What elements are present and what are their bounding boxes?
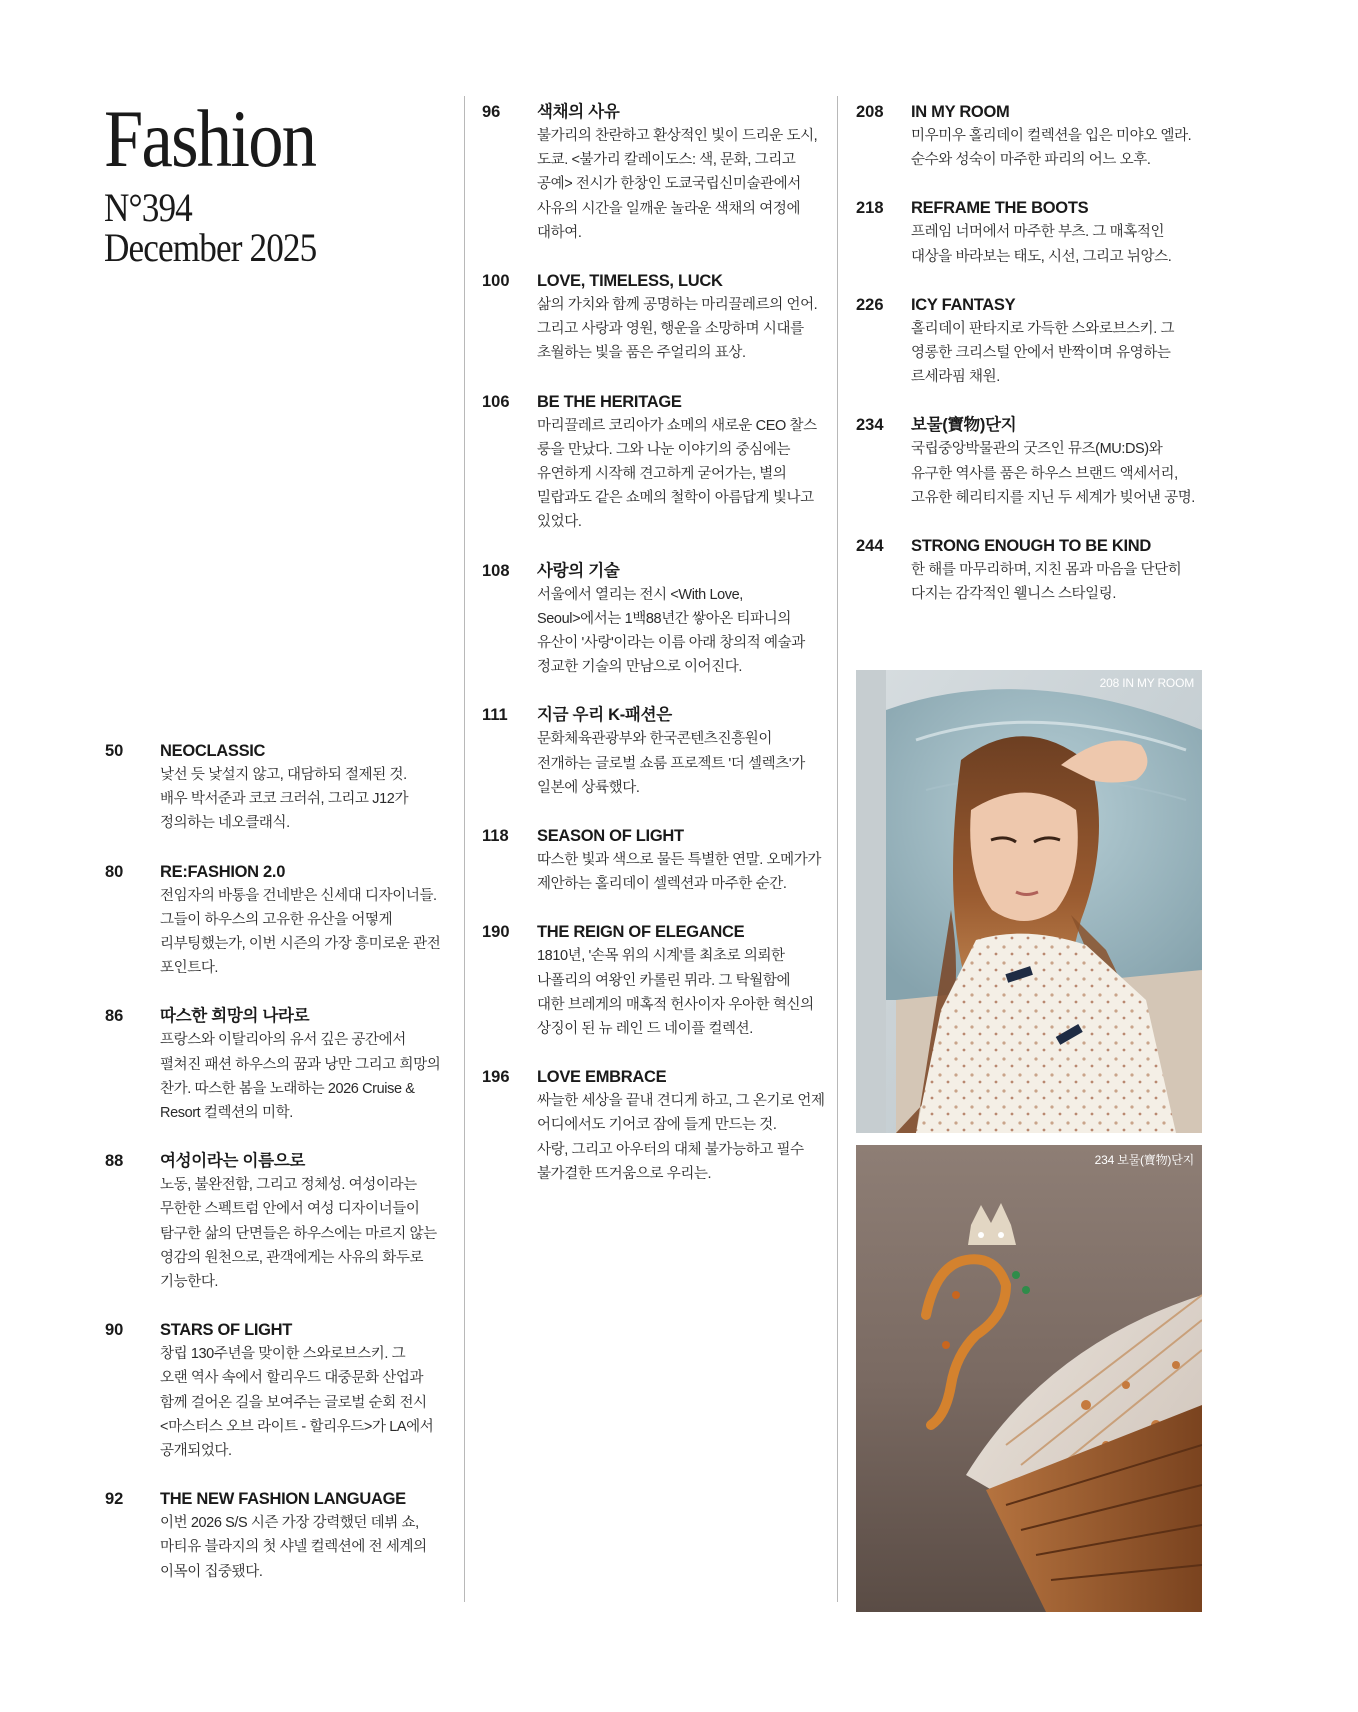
toc-column-1 [105, 739, 440, 1584]
toc-entry[interactable] [482, 390, 825, 535]
toc-entry[interactable] [105, 1004, 440, 1125]
page-number: 190 [482, 923, 510, 942]
entry-text: 따스한 빛과 색으로 물든 특별한 연말. 오메가가 [537, 852, 821, 869]
entry-text: 영감의 원천으로, 관객에게는 사유의 화두로 [160, 1249, 424, 1266]
page-number: 244 [856, 537, 884, 556]
entry-text: 공예> 전시가 한창인 도쿄국립신미술관에서 [537, 176, 801, 193]
page-number: 196 [482, 1068, 510, 1087]
entry-text: 싸늘한 세상을 끝내 견디게 하고, 그 온기로 언제 [537, 1093, 825, 1110]
entry-text: 한 해를 마무리하며, 지친 몸과 마음을 단단히 [911, 562, 1182, 579]
entry-text: 이번 2026 S/S 시즌 가장 강력했던 데뷔 쇼, [160, 1515, 419, 1532]
entry-text: 나폴리의 여왕인 카롤린 뮈라. 그 탁월함에 [537, 972, 791, 989]
toc-entry[interactable] [482, 824, 825, 896]
toc-entry[interactable] [482, 920, 825, 1041]
entry-title: ICY FANTASY [911, 295, 1016, 314]
entry-text: 서울에서 열리는 전시 <With Love, [537, 586, 743, 603]
entry-text: 그들이 하우스의 고유한 유산을 어떻게 [160, 911, 393, 928]
entry-title: 보물(寶物)단지 [911, 416, 1017, 435]
entry-text: 상징이 된 뉴 레인 드 네이플 컬렉션. [537, 1021, 753, 1038]
entry-text: 펼쳐진 패션 하우스의 꿈과 낭만 그리고 희망의 [160, 1056, 441, 1073]
page-number: 96 [482, 103, 501, 121]
portrait-image [856, 670, 1202, 1133]
page-number: 226 [856, 295, 884, 314]
entry-title: REFRAME THE BOOTS [911, 199, 1089, 218]
entry-title: STARS OF LIGHT [160, 1321, 293, 1340]
entry-text: 미우미우 홀리데이 컬렉션을 입은 미야오 엘라. [911, 128, 1192, 144]
page-number: 100 [482, 272, 510, 291]
page-number: 208 [856, 103, 884, 121]
entry-title: THE REIGN OF ELEGANCE [537, 923, 745, 942]
entry-text: 공개되었다. [160, 1443, 232, 1460]
entry-text: 일본에 상륙했다. [537, 779, 640, 796]
entry-text: 낯선 듯 낯설지 않고, 대담하되 절제된 것. [160, 767, 407, 783]
entry-text: 사랑, 그리고 아우터의 대체 불가능하고 필수 [537, 1141, 804, 1158]
entry-text: 사유의 시간을 일깨운 놀라운 색채의 여정에 [537, 200, 801, 217]
entry-text: 무한한 스펙트럼 안에서 여성 디자이너들이 [160, 1201, 420, 1218]
entry-text: <마스터스 오브 라이트 - 할리우드>가 LA에서 [160, 1418, 434, 1435]
toc-entry[interactable] [105, 1487, 440, 1584]
entry-title: 사랑의 기술 [537, 561, 620, 580]
entry-text: 리부팅했는가, 이번 시즌의 가장 흥미로운 관전 [160, 936, 441, 953]
entry-title: SEASON OF LIGHT [537, 827, 684, 846]
entry-title: STRONG ENOUGH TO BE KIND [911, 537, 1152, 556]
entry-text: 있었다. [537, 514, 582, 531]
entry-text: 문화체육관광부와 한국콘텐츠진흥원이 [537, 731, 772, 748]
entry-text: 기능한다. [160, 1274, 219, 1291]
page-number: 90 [105, 1321, 124, 1340]
page-number: 80 [105, 862, 124, 881]
entry-text: 유연하게 시작해 견고하게 굳어가는, 별의 [537, 466, 787, 483]
toc-entry[interactable] [482, 100, 825, 245]
page-number: 86 [105, 1007, 124, 1026]
entry-title: 여성이라는 이름으로 [160, 1152, 306, 1171]
entry-text: 도쿄. <불가리 칼레이도스: 색, 문화, 그리고 [537, 152, 796, 169]
entry-title: RE:FASHION 2.0 [160, 862, 286, 881]
entry-text: 오랜 역사 속에서 할리우드 대중문화 산업과 [160, 1370, 424, 1387]
toc-column-3 [856, 100, 1195, 606]
entry-title: LOVE, TIMELESS, LUCK [537, 272, 723, 291]
column-divider [837, 96, 838, 1602]
entry-title: NEOCLASSIC [160, 742, 266, 760]
entry-text: 창립 130주년을 맞이한 스와로브스키. 그 [160, 1346, 406, 1363]
entry-text: 홀리데이 판타지로 가득한 스와로브스키. 그 [911, 320, 1175, 337]
entry-title: 색채의 사유 [537, 103, 620, 121]
page-number: 118 [482, 827, 509, 846]
entry-text: 이목이 집중됐다. [160, 1563, 263, 1580]
entry-text: 1810년, '손목 위의 시계'를 최초로 의뢰한 [537, 948, 785, 965]
toc-entry[interactable] [105, 739, 440, 836]
page-number: 50 [105, 742, 124, 760]
entry-text: 대상을 바라보는 태도, 시선, 그리고 뉘앙스. [911, 248, 1172, 265]
issue-date: December 2025 [104, 225, 317, 270]
portrait-photo[interactable] [856, 670, 1202, 1133]
entry-title: 지금 우리 K-패션은 [537, 706, 672, 725]
entry-text: Seoul>에서는 1백88년간 쌓아온 티파니의 [537, 610, 791, 627]
entry-text: 포인트다. [160, 960, 219, 977]
toc-entry[interactable] [482, 1065, 825, 1186]
entry-text: Resort 컬렉션의 미학. [160, 1105, 293, 1122]
entry-text: 불가결한 뜨거움으로 우리는. [537, 1165, 712, 1182]
masthead [104, 93, 350, 270]
entry-text: 정의하는 네오클래식. [160, 815, 290, 832]
entry-title: LOVE EMBRACE [537, 1068, 667, 1087]
toc-entry[interactable] [856, 534, 1195, 606]
entry-text: 룽을 만났다. 그와 나눈 이야기의 중심에는 [537, 441, 791, 458]
entry-text: 대하여. [537, 224, 582, 241]
entry-text: 영롱한 크리스털 안에서 반짝이며 유영하는 [911, 345, 1171, 362]
entry-text: 그리고 사랑과 영원, 행운을 소망하며 시대를 [537, 321, 804, 338]
brooch-fan-image [856, 1145, 1202, 1612]
entry-text: 대한 브레게의 매혹적 헌사이자 우아한 혁신의 [537, 996, 814, 1013]
photo-caption: 234 보물(寶物)단지 [1094, 1153, 1194, 1167]
page-number: 88 [105, 1152, 124, 1171]
toc-entry[interactable] [482, 269, 825, 366]
page-number: 111 [482, 706, 508, 725]
entry-text: 초월하는 빛을 품은 주얼리의 표상. [537, 345, 746, 362]
page-number: 234 [856, 416, 884, 435]
issue-number: N°394 [104, 185, 192, 230]
entry-text: 정교한 기술의 만남으로 이어진다. [537, 659, 743, 676]
entry-text: 마티유 블라지의 첫 샤넬 컬렉션에 전 세계의 [160, 1539, 427, 1556]
entry-text: 찬가. 따스한 봄을 노래하는 2026 Cruise & [160, 1080, 415, 1097]
page-number: 108 [482, 561, 510, 580]
entry-text: 노동, 불완전함, 그리고 정체성. 여성이라는 [160, 1177, 417, 1194]
entry-title: 따스한 희망의 나라로 [160, 1007, 310, 1026]
entry-text: 순수와 성숙이 마주한 파리의 어느 오후. [911, 152, 1151, 169]
entry-text: 어디에서도 기어코 잠에 들게 만드는 것. [537, 1117, 777, 1134]
photo-caption: 208 IN MY ROOM [1099, 676, 1194, 690]
entry-text: 불가리의 찬란하고 환상적인 빛이 드리운 도시, [537, 128, 818, 144]
entry-text: 전임자의 바통을 건네받은 신세대 디자이너들. [160, 887, 437, 904]
toc-entry[interactable] [105, 1149, 440, 1294]
entry-text: 고유한 헤리티지를 지닌 두 세계가 빚어낸 공명. [911, 489, 1195, 506]
entry-text: 배우 박서준과 코코 크러쉬, 그리고 J12가 [160, 791, 409, 808]
entry-text: 탐구한 삶의 단면들은 하우스에는 마르지 않는 [160, 1225, 437, 1242]
page-number: 106 [482, 392, 510, 411]
toc-entry[interactable] [856, 413, 1195, 510]
toc-entry[interactable] [856, 293, 1195, 390]
entry-text: 르세라핌 채원. [911, 369, 1000, 386]
toc-entry[interactable] [856, 100, 1195, 172]
entry-text: 제안하는 홀리데이 셀렉션과 마주한 순간. [537, 876, 787, 893]
entry-text: 함께 걸어온 길을 보여주는 글로벌 순회 전시 [160, 1394, 427, 1411]
page-number: 92 [105, 1490, 124, 1509]
entry-text: 프레임 너머에서 마주한 부츠. 그 매혹적인 [911, 224, 1165, 241]
column-divider [464, 96, 465, 1602]
entry-text: 밀랍과도 같은 쇼메의 철학이 아름답게 빛나고 [537, 490, 814, 507]
page-number: 218 [856, 199, 884, 218]
magazine-section-title: Fashion [104, 93, 316, 184]
entry-text: 전개하는 글로벌 쇼룸 프로젝트 '더 셀렉츠'가 [537, 755, 805, 772]
toc-column-2 [482, 100, 825, 1186]
entry-title: BE THE HERITAGE [537, 392, 682, 411]
entry-text: 유구한 역사를 품은 하우스 브랜드 액세서리, [911, 465, 1178, 482]
toc-entry[interactable] [105, 1318, 440, 1463]
entry-title: THE NEW FASHION LANGUAGE [160, 1490, 406, 1509]
entry-text: 국립중앙박물관의 굿즈인 뮤즈(MU:DS)와 [911, 441, 1163, 458]
toc-entry[interactable] [482, 559, 825, 680]
toc-entry[interactable] [482, 703, 825, 800]
entry-text: 유산이 '사랑'이라는 이름 아래 창의적 예술과 [537, 635, 805, 652]
entry-text: 삶의 가치와 함께 공명하는 마리끌레르의 언어. [537, 297, 818, 314]
entry-text: 프랑스와 이탈리아의 유서 깊은 공간에서 [160, 1032, 406, 1049]
entry-title: IN MY ROOM [911, 103, 1010, 121]
entry-text: 다지는 감각적인 웰니스 스타일링. [911, 586, 1117, 603]
brooch-fan-photo[interactable] [856, 1145, 1202, 1612]
toc-entry[interactable] [856, 196, 1195, 268]
entry-text: 마리끌레르 코리아가 쇼메의 새로운 CEO 찰스 [537, 417, 817, 434]
toc-entry[interactable] [105, 860, 440, 981]
